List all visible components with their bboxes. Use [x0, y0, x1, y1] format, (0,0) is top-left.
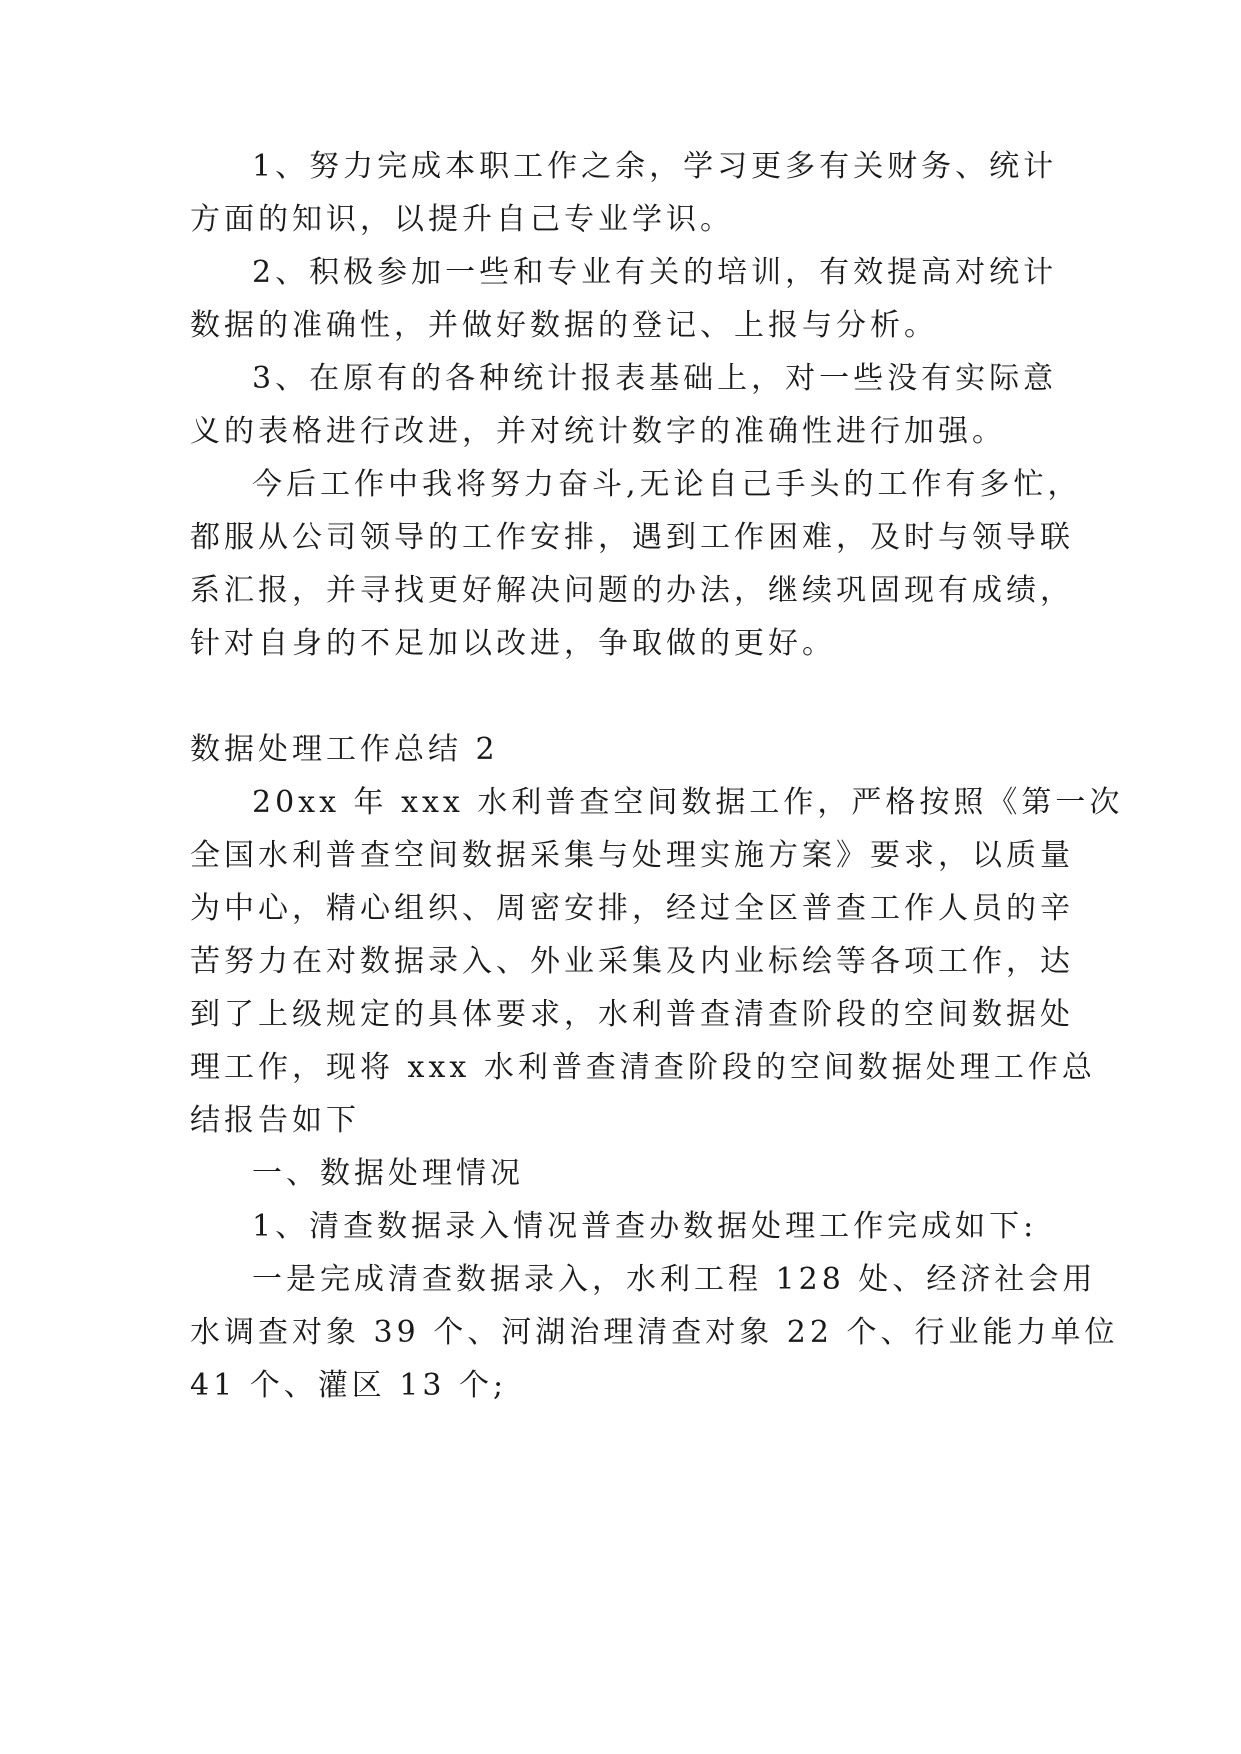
heading-data-processing: 一、数据处理情况	[252, 1156, 524, 1191]
intro-paragraph-line-7: 结报告如下	[190, 1103, 360, 1138]
detail-paragraph-line-1: 一是完成清查数据录入，水利工程 128 处、经济社会用	[252, 1262, 1097, 1297]
paragraph-item-2-line-1: 2、积极参加一些和专业有关的培训，有效提高对统计	[252, 255, 1058, 290]
closing-paragraph-line-4: 针对自身的不足加以改进，争取做的更好。	[190, 626, 836, 661]
paragraph-item-1-line-2: 方面的知识，以提升自己专业学识。	[190, 202, 734, 237]
paragraph-item-3-line-1: 3、在原有的各种统计报表基础上，对一些没有实际意	[252, 361, 1058, 396]
closing-paragraph-line-1: 今后工作中我将努力奋斗,无论自己手头的工作有多忙，	[252, 467, 1082, 502]
paragraph-item-3-line-2: 义的表格进行改进，并对统计数字的准确性进行加强。	[190, 414, 1006, 449]
intro-paragraph-line-2: 全国水利普查空间数据采集与处理实施方案》要求，以质量	[190, 838, 1074, 873]
intro-paragraph-line-4: 苦努力在对数据录入、外业采集及内业标绘等各项工作，达	[190, 944, 1074, 979]
subheading-data-entry: 1、清查数据录入情况普查办数据处理工作完成如下:	[252, 1209, 1038, 1244]
closing-paragraph-line-3: 系汇报，并寻找更好解决问题的办法，继续巩固现有成绩，	[190, 573, 1074, 608]
paragraph-item-2-line-2: 数据的准确性，并做好数据的登记、上报与分析。	[190, 308, 938, 343]
intro-paragraph-line-1: 20xx 年 xxx 水利普查空间数据工作，严格按照《第一次	[252, 785, 1124, 820]
detail-paragraph-line-2: 水调查对象 39 个、河湖治理清查对象 22 个、行业能力单位	[190, 1315, 1119, 1350]
intro-paragraph-line-5: 到了上级规定的具体要求，水利普查清查阶段的空间数据处	[190, 997, 1074, 1032]
detail-paragraph-line-3: 41 个、灌区 13 个;	[190, 1368, 508, 1403]
intro-paragraph-line-3: 为中心，精心组织、周密安排，经过全区普查工作人员的辛	[190, 891, 1074, 926]
paragraph-item-1-line-1: 1、努力完成本职工作之余，学习更多有关财务、统计	[252, 149, 1058, 184]
intro-paragraph-line-6: 理工作，现将 xxx 水利普查清查阶段的空间数据处理工作总	[190, 1050, 1096, 1085]
closing-paragraph-line-2: 都服从公司领导的工作安排，遇到工作困难，及时与领导联	[190, 520, 1074, 555]
section-title: 数据处理工作总结 2	[190, 732, 499, 767]
